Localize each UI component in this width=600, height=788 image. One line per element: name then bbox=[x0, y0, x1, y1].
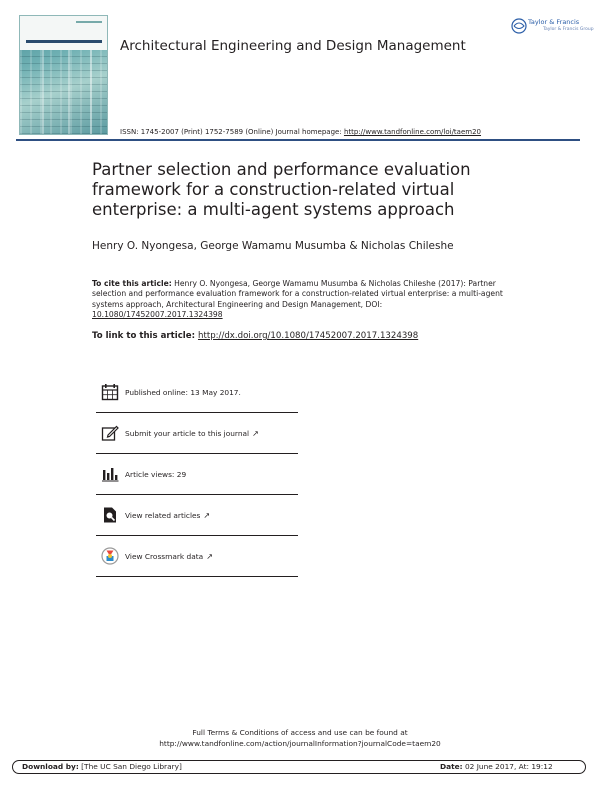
article-meta-list bbox=[96, 372, 298, 577]
citation-doi-link[interactable]: 10.1080/17452007.2017.1324398 bbox=[92, 309, 223, 319]
crossmark-link[interactable]: View Crossmark data bbox=[125, 551, 204, 561]
crossmark-icon bbox=[99, 545, 121, 567]
publisher-logo-text: Taylor & Francis bbox=[528, 18, 580, 26]
external-link-icon: ↗ bbox=[206, 551, 213, 561]
external-link-icon: ↗ bbox=[203, 510, 211, 520]
citation-label: To cite this article: bbox=[92, 279, 172, 288]
downloaded-by-value: [The UC San Diego Library] bbox=[78, 762, 182, 771]
journal-title: Architectural Engineering and Design Management bbox=[120, 38, 466, 54]
terms-line: Full Terms & Conditions of access and use can be found at bbox=[192, 728, 408, 737]
issn-text: ISSN: 1745-2007 (Print) 1752-7589 (Online) Journal homepage: bbox=[120, 128, 344, 136]
citation-block bbox=[92, 279, 512, 320]
edit-icon bbox=[99, 422, 121, 444]
header-divider bbox=[16, 139, 580, 141]
downloaded-by-label: Download by: bbox=[22, 762, 79, 771]
related-articles-item[interactable] bbox=[96, 495, 298, 536]
published-online-item bbox=[96, 372, 298, 413]
calendar-icon bbox=[99, 381, 121, 403]
related-articles-link[interactable]: View related articles bbox=[125, 510, 201, 520]
issn-line bbox=[120, 128, 481, 136]
crossmark-item[interactable] bbox=[96, 536, 298, 577]
journal-homepage-link[interactable]: http://www.tandfonline.com/loi/taem20 bbox=[343, 128, 482, 136]
article-link-row bbox=[92, 331, 418, 341]
publisher-logo-subtext: Taylor & Francis Group bbox=[543, 27, 594, 32]
external-link-icon: ↗ bbox=[252, 428, 259, 438]
citation-text: Henry O. Nyongesa, George Wamamu Musumba & Nicholas Chileshe (2017): Partner selection and performance evaluation framework for a construction-related virtual enterprise: a multi-agent systems approach, Architectural Engineering and Design Management, DOI: bbox=[92, 279, 503, 309]
submit-article-link[interactable]: Submit your article to this journal bbox=[125, 428, 250, 438]
downloaded-by bbox=[22, 762, 182, 771]
article-doi-url[interactable]: http://dx.doi.org/10.1080/17452007.2017.1324398 bbox=[198, 331, 419, 341]
article-authors: Henry O. Nyongesa, George Wamamu Musumba & Nicholas Chileshe bbox=[92, 240, 454, 252]
download-date-label: Date: bbox=[440, 762, 463, 771]
download-date bbox=[440, 762, 553, 771]
bar-chart-icon bbox=[99, 463, 121, 485]
published-online-text: Published online: 13 May 2017. bbox=[125, 387, 241, 397]
article-views-item bbox=[96, 454, 298, 495]
download-date-value: 02 June 2017, At: 19:12 bbox=[462, 762, 553, 771]
terms-notice bbox=[120, 727, 480, 749]
article-link-label: To link to this article: bbox=[92, 331, 199, 341]
search-document-icon bbox=[99, 504, 121, 526]
article-title: Partner selection and performance evaluation framework for a construction-related virtual enterprise: a multi-agent systems approach bbox=[92, 160, 471, 219]
submit-article-item[interactable] bbox=[96, 413, 298, 454]
article-views-text: Article views: 29 bbox=[125, 469, 187, 479]
journal-cover-image bbox=[20, 16, 107, 134]
terms-url[interactable]: http://www.tandfonline.com/action/journalInformation?journalCode=taem20 bbox=[159, 739, 441, 748]
